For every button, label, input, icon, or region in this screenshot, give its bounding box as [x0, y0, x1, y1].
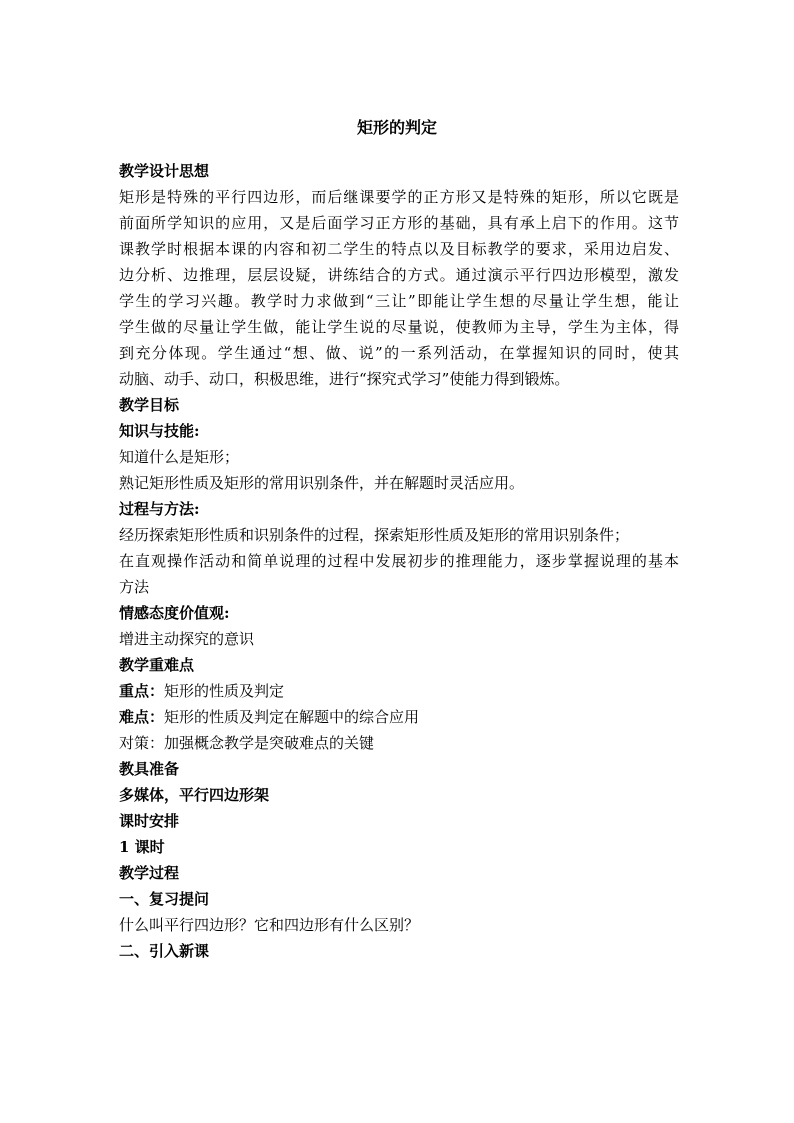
design-paragraph-line-1: 矩形是特殊的平行四边形，而后继课要学的正方形又是特殊的矩形，所以它既是 [119, 188, 679, 206]
key-point-text: 矩形的性质及判定 [164, 682, 285, 700]
design-paragraph-line-8: 动脑、动手、动口，积极思维，进行“探究式学习”使能力得到锻炼。 [119, 370, 570, 388]
design-paragraph-line-3: 课教学时根据本课的内容和初二学生的特点以及目标教学的要求，采用边启发、 [119, 240, 679, 258]
difficult-point-line [119, 704, 679, 730]
subheading-process: 过程与方法: [119, 500, 200, 518]
section-heading-goals: 教学目标 [119, 396, 180, 414]
difficult-point-text: 矩形的性质及判定在解题中的综合应用 [164, 708, 420, 726]
design-paragraph-line-5: 学生的学习兴趣。教学时力求做到“三让”即能让学生想的尽量让学生想，能让 [119, 292, 679, 310]
design-paragraph-line-2: 前面所学知识的应用，又是后面学习正方形的基础，具有承上启下的作用。这节 [119, 214, 679, 232]
design-paragraph-line-4: 边分析、边推理，层层设疑，讲练结合的方式。通过演示平行四边形模型，激发 [119, 266, 679, 284]
section-heading-tools: 教具准备 [119, 760, 180, 778]
design-paragraph-line-7: 到充分体现。学生通过“想、做、说”的一系列活动，在掌握知识的同时，使其 [119, 344, 679, 362]
section-heading-schedule: 课时安排 [119, 812, 180, 830]
subheading-emotion: 情感态度价值观: [119, 604, 230, 622]
document-title: 矩形的判定 [356, 118, 437, 137]
tools-text: 多媒体，平行四边形架 [119, 786, 270, 804]
difficult-point-label: 难点： [119, 708, 165, 726]
process-line-1: 经历探索矩形性质和识别条件的过程，探索矩形性质及矩形的常用识别条件； [119, 526, 630, 544]
review-heading: 一、复习提问 [119, 890, 210, 908]
document-body [119, 158, 679, 964]
schedule-text: 1 课时 [119, 838, 165, 856]
knowledge-item-2: 熟记矩形性质及矩形的常用识别条件，并在解题时灵活应用。 [119, 474, 525, 492]
review-question: 什么叫平行四边形？它和四边形有什么区别？ [119, 916, 420, 934]
knowledge-item-1: 知道什么是矩形； [119, 448, 240, 466]
section-heading-key-points: 教学重难点 [119, 656, 195, 674]
key-point-label: 重点： [119, 682, 165, 700]
emotion-item: 增进主动探究的意识 [119, 630, 255, 648]
key-point-line [119, 678, 679, 704]
strategy-line: 对策：加强概念教学是突破难点的关键 [119, 734, 375, 752]
section-heading-teaching-process: 教学过程 [119, 864, 180, 882]
process-line-3: 方法 [119, 578, 150, 596]
process-line-2: 在直观操作活动和简单说理的过程中发展初步的推理能力，逐步掌握说理的基本 [119, 552, 679, 570]
subheading-knowledge: 知识与技能: [119, 422, 200, 440]
design-paragraph-line-6: 学生做的尽量让学生做，能让学生说的尽量说，使教师为主导，学生为主体，得 [119, 318, 679, 336]
section-heading-design: 教学设计思想 [119, 162, 210, 180]
new-lesson-heading: 二、引入新课 [119, 942, 210, 960]
